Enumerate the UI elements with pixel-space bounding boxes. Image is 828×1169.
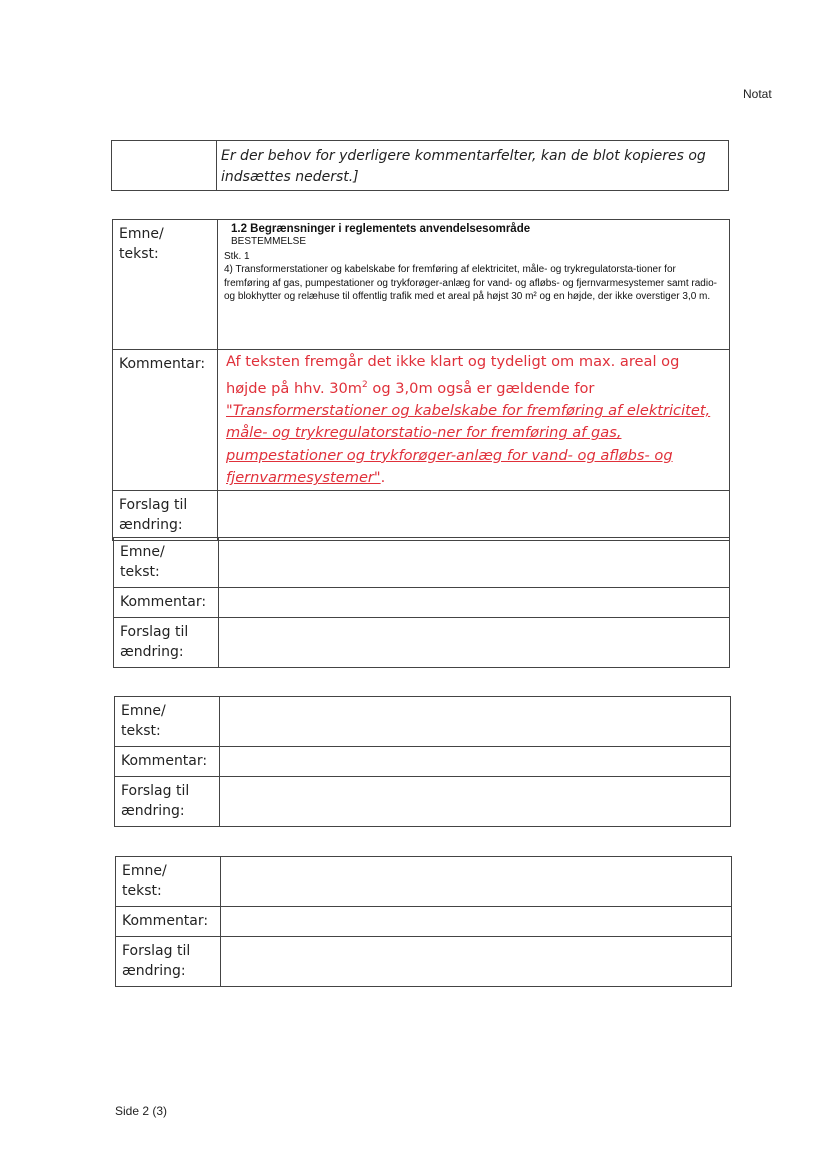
comment-field[interactable]	[221, 907, 732, 937]
proposal-field[interactable]	[218, 490, 730, 540]
subject-label: Emne/ tekst:	[116, 857, 221, 907]
comment-block-4	[115, 856, 732, 987]
proposal-field[interactable]	[220, 777, 731, 827]
comment-block-2	[113, 537, 730, 668]
subject-field[interactable]	[218, 220, 730, 350]
subject-field[interactable]	[220, 697, 731, 747]
subject-label: Emne/ tekst:	[115, 697, 220, 747]
intro-text-cell	[217, 141, 729, 191]
subject-label: Emne/ tekst:	[113, 220, 218, 350]
section-title: 1.2 Begrænsninger i reglementets anvendelsesområde	[231, 223, 531, 235]
comment-block-3	[114, 696, 731, 827]
proposal-field[interactable]	[221, 937, 732, 987]
quoted-regulation-text: "Transformerstationer og kabelskabe for fremføring af elektricitet, måle- og trykregulatorstatio-ner for fremføring af gas, pumpestationer og trykforøger-anlæg for vand- og afløbs- og fjernvarmesystemer"	[226, 401, 711, 487]
proposal-label: Forslag til ændring:	[114, 618, 219, 668]
intro-empty-cell	[112, 141, 217, 191]
section-subtitle: BESTEMMELSE	[231, 236, 307, 247]
comment-field[interactable]	[218, 350, 730, 491]
proposal-label: Forslag til ændring:	[115, 777, 220, 827]
comment-field[interactable]	[220, 747, 731, 777]
page-number: Side 2 (3)	[115, 1104, 168, 1118]
intro-table	[111, 140, 729, 191]
intro-instruction-text: Er der behov for yderligere kommentarfelter, kan de blot kopieres og indsættes nederst.]	[221, 148, 706, 185]
proposal-label: Forslag til ændring:	[113, 490, 218, 540]
document-type-label: Notat	[743, 87, 772, 101]
comment-field[interactable]	[219, 588, 730, 618]
proposal-label: Forslag til ændring:	[116, 937, 221, 987]
subject-field[interactable]	[221, 857, 732, 907]
comment-text: Af teksten fremgår det ikke klart og tydeligt om max. areal og højde på hhv. $30m^2$ og 3,0m også er gældende for "Transformerstationer og kabelskabe for fremføring af elektricitet, måle- og trykregulatorstatio-ner for fremføring af gas, pumpestationer og trykforøger-anlæg for vand- og afløbs- og fjernvarmesystemer".	[226, 353, 711, 487]
comment-label: Kommentar:	[116, 907, 221, 937]
paragraph-text: 4) Transformerstationer og kabelskabe for fremføring af elektricitet, måle- og trykregulatorsta-tioner for fremføring af gas, pumpestationer og trykforøger-anlæg for vand- og afløbs- og fjernvarmesystemer samt radio- og blokhytter og relæhuse til offentlig trafik med et areal på højst 30 m² og en højde, der ikke overstiger 3,0 m.	[224, 264, 717, 303]
comment-label: Kommentar:	[114, 588, 219, 618]
comment-label: Kommentar:	[115, 747, 220, 777]
subject-label: Emne/ tekst:	[114, 538, 219, 588]
paragraph-label: Stk. 1	[224, 251, 250, 262]
subject-field[interactable]	[219, 538, 730, 588]
proposal-field[interactable]	[219, 618, 730, 668]
comment-label: Kommentar:	[113, 350, 218, 491]
comment-block-1	[112, 219, 730, 541]
